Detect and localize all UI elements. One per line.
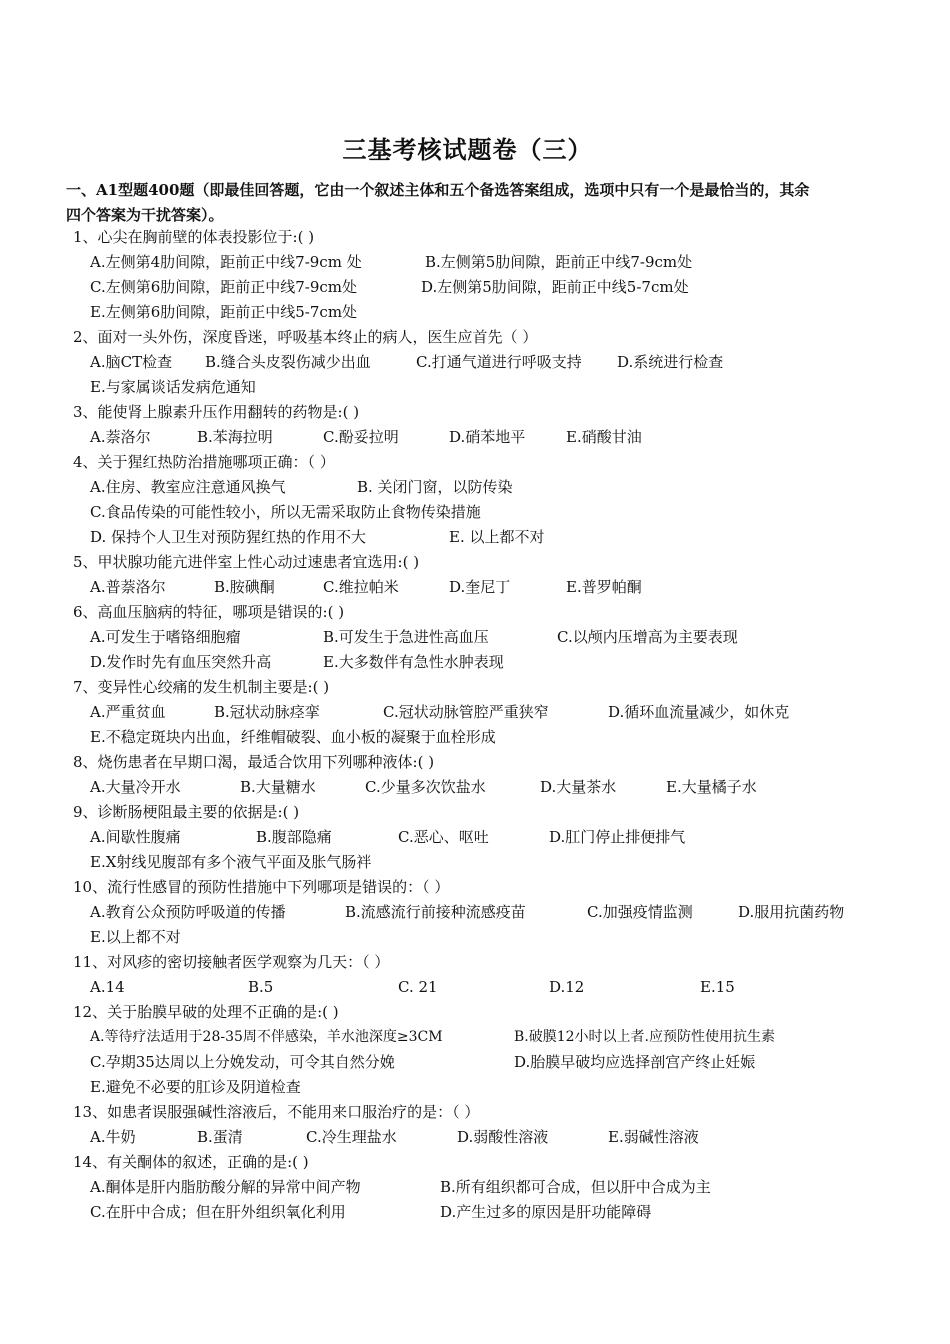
question-14-option-c: C.在肝中合成；但在肝外组织氧化利用 [90,1203,346,1221]
question-11-option-d: D.12 [549,978,585,996]
question-5-option-a: A.普萘洛尔 [90,578,166,596]
question-9-option-d: D.肛门停止排便排气 [549,828,686,846]
question-13-option-d: D.弱酸性溶液 [457,1128,549,1146]
question-10-option-c: C.加强疫情监测 [587,903,693,921]
question-10-option-d: D.服用抗菌药物 [738,903,845,921]
question-5-stem: 5、甲状腺功能亢进伴室上性心动过速患者宜选用:( ) [73,553,420,571]
question-11-stem: 11、对风疹的密切接触者医学观察为几天：（ ） [73,953,390,971]
question-11-option-b: B.5 [248,978,274,996]
question-6-option-d: D.发作时先有血压突然升高 [90,653,272,671]
question-2-option-a: A.脑CT检查 [90,353,173,371]
question-11-option-a: A.14 [90,978,125,996]
question-1-option-d: D.左侧第5肋间隙，距前正中线5-7cm处 [421,278,689,296]
question-6-stem: 6、高血压脑病的特征，哪项是错误的:( ) [73,603,345,621]
question-10-option-b: B.流感流行前接种流感疫苗 [345,903,526,921]
question-8-option-e: E.大量橘子水 [666,778,757,796]
question-3-stem: 3、能使肾上腺素升压作用翻转的药物是:( ) [73,403,360,421]
question-6-option-b: B.可发生于急进性高血压 [323,628,489,646]
section-heading-line-2: 四个答案为干扰答案）。 [66,206,224,224]
question-5-option-b: B.胺碘酮 [214,578,275,596]
question-1-option-e: E.左侧第6肋间隙，距前正中线5-7cm处 [90,303,358,321]
question-10-stem: 10、流行性感冒的预防性措施中下列哪项是错误的：（ ） [73,878,450,896]
question-11-option-c: C. 21 [398,978,438,996]
question-7-option-d: D.循环血流量减少，如休克 [608,703,790,721]
question-4-option-d: D. 保持个人卫生对预防猩红热的作用不大 [90,528,367,546]
question-8-option-a: A.大量冷开水 [90,778,181,796]
question-5-option-e: E.普罗帕酮 [566,578,642,596]
question-1-option-a: A.左侧第4肋间隙，距前正中线7-9cm 处 [90,253,362,271]
question-9-option-a: A.间歇性腹痛 [90,828,181,846]
question-8-option-b: B.大量糖水 [240,778,316,796]
question-1-stem: 1、心尖在胸前壁的体表投影位于:( ) [73,228,315,246]
question-12-option-a: A.等待疗法适用于28-35周不伴感染，羊水池深度≥3CM [90,1029,443,1045]
question-14-option-b: B.所有组织都可合成，但以肝中合成为主 [440,1178,711,1196]
question-5-option-c: C.维拉帕米 [323,578,399,596]
question-13-stem: 13、如患者误服强碱性溶液后，不能用来口服治疗的是：（ ） [73,1103,480,1121]
question-13-option-b: B.蛋清 [197,1128,243,1146]
question-7-stem: 7、变异性心绞痛的发生机制主要是:( ) [73,678,330,696]
question-5-option-d: D.奎尼丁 [449,578,511,596]
question-12-stem: 12、关于胎膜早破的处理不正确的是:( ) [73,1003,339,1021]
section-heading [66,178,886,228]
question-14-option-d: D.产生过多的原因是肝功能障碍 [440,1203,652,1221]
question-4-option-a: A.住房、教室应注意通风换气 [90,478,286,496]
question-13-option-c: C.冷生理盐水 [306,1128,397,1146]
question-2-stem: 2、面对一头外伤，深度昏迷，呼吸基本终止的病人，医生应首先（ ） [73,328,538,346]
question-4-option-c: C.食品传染的可能性较小，所以无需采取防止食物传染措施 [90,503,481,521]
question-4-option-e: E. 以上都不对 [449,528,545,546]
question-1-option-c: C.左侧第6肋间隙，距前正中线7-9cm处 [90,278,358,296]
question-8-stem: 8、烧伤患者在早期口渴，最适合饮用下列哪种液体:( ) [73,753,435,771]
question-10-option-a: A.教育公众预防呼吸道的传播 [90,903,286,921]
question-4-stem: 4、关于猩红热防治措施哪项正确：（ ） [73,453,335,471]
question-12-option-b: B.破膜12小时以上者.应预防性使用抗生素 [514,1029,776,1045]
question-12-option-c: C.孕期35达周以上分娩发动，可令其自然分娩 [90,1053,395,1071]
question-8-option-c: C.少量多次饮盐水 [365,778,486,796]
question-9-option-b: B.腹部隐痛 [256,828,332,846]
question-14-stem: 14、有关酮体的叙述，正确的是:( ) [73,1153,309,1171]
question-6-option-e: E.大多数伴有急性水肿表现 [323,653,504,671]
question-12-option-e: E.避免不必要的肛诊及阴道检查 [90,1078,301,1096]
question-2-option-d: D.系统进行检查 [617,353,724,371]
question-11-option-e: E.15 [700,978,735,996]
question-12-option-d: D.胎膜早破均应选择剖宫产终止妊娠 [514,1053,756,1071]
question-7-option-b: B.冠状动脉痉挛 [214,703,320,721]
question-3-option-b: B.苯海拉明 [197,428,273,446]
question-8-option-d: D.大量茶水 [540,778,617,796]
question-9-option-e: E.X射线见腹部有多个液气平面及胀气肠袢 [90,853,372,871]
question-13-option-a: A.牛奶 [90,1128,136,1146]
question-2-option-e: E.与家属谈话发病危通知 [90,378,256,396]
question-7-option-c: C.冠状动脉管腔严重狭窄 [383,703,549,721]
question-13-option-e: E.弱碱性溶液 [608,1128,699,1146]
question-3-option-e: E.硝酸甘油 [566,428,642,446]
question-6-option-c: C.以颅内压增高为主要表现 [557,628,738,646]
question-10-option-e: E.以上都不对 [90,928,181,946]
question-2-option-b: B.缝合头皮裂伤减少出血 [205,353,371,371]
question-9-stem: 9、诊断肠梗阻最主要的依据是:( ) [73,803,300,821]
question-1-option-b: B.左侧第5肋间隙，距前正中线7-9cm处 [425,253,693,271]
question-9-option-c: C.恶心、呕吐 [398,828,489,846]
page-title: 三基考核试题卷（三） [342,135,593,164]
question-3-option-a: A.萘洛尔 [90,428,151,446]
question-2-option-c: C.打通气道进行呼吸支持 [416,353,582,371]
question-7-option-a: A.严重贫血 [90,703,166,721]
question-4-option-b: B. 关闭门窗，以防传染 [357,478,513,496]
section-heading-line-1: 一、A1型题400题（即最佳回答题，它由一个叙述主体和五个备选答案组成，选项中只有一个是最恰当的，其余 [66,181,810,199]
question-7-option-e: E.不稳定斑块内出血，纤维帽破裂、血小板的凝聚于血栓形成 [90,728,496,746]
question-6-option-a: A.可发生于嗜铬细胞瘤 [90,628,241,646]
question-3-option-d: D.硝苯地平 [449,428,526,446]
question-3-option-c: C.酚妥拉明 [323,428,399,446]
question-14-option-a: A.酮体是肝内脂肪酸分解的异常中间产物 [90,1178,361,1196]
